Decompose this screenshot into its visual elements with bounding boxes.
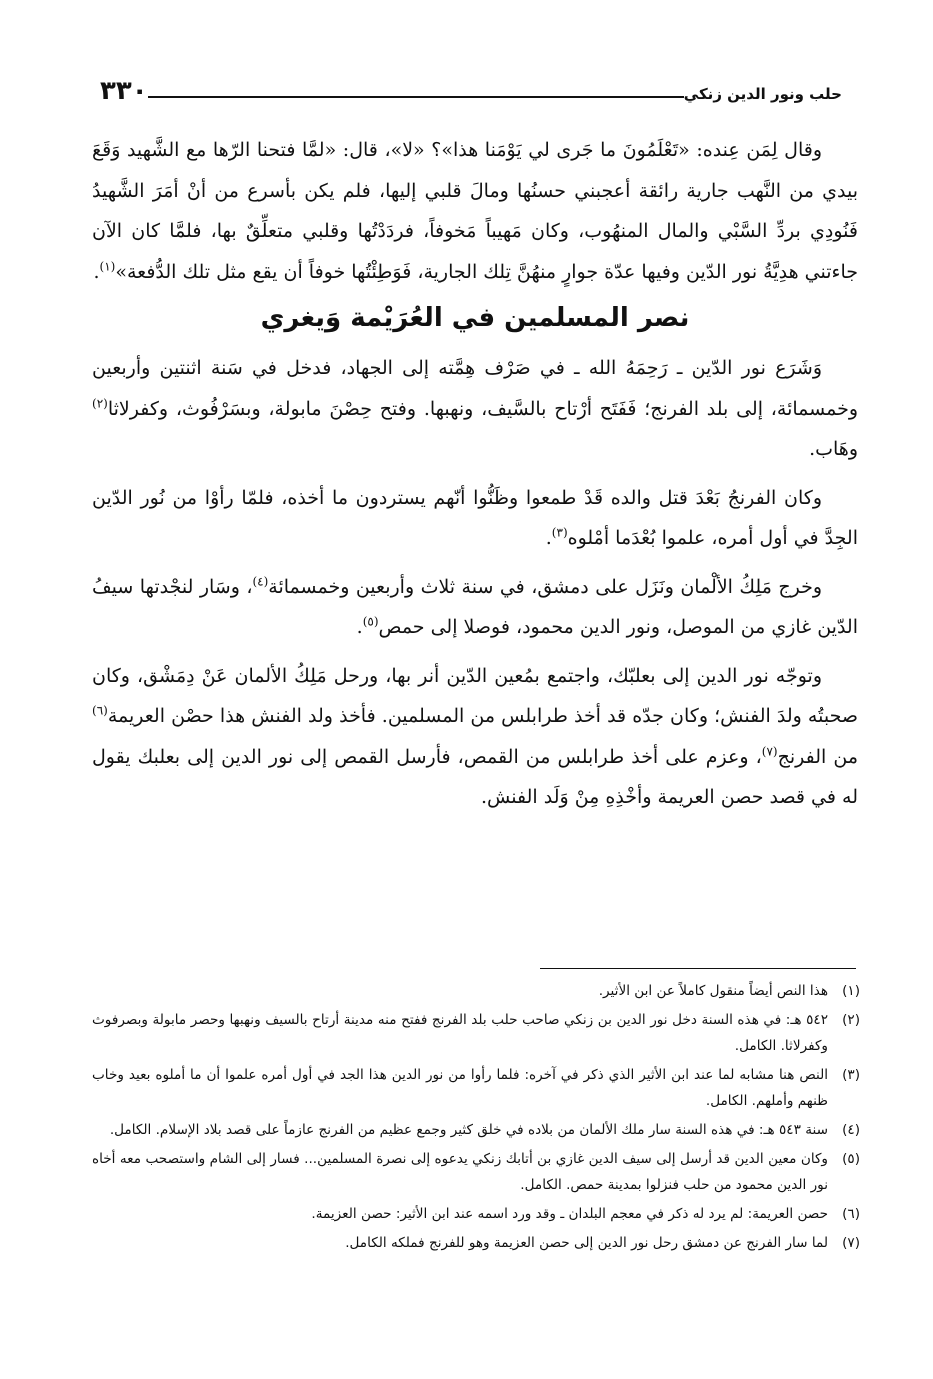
footnote <box>92 978 860 1004</box>
footnote-ref: (٣) <box>551 525 568 540</box>
paragraph-4 <box>92 656 858 818</box>
paragraph-text: ، وعزم على أخذ طرابلس من القمص، فأرسل القمص إلى نور الدين إلى بعلبك يقول له في قصد حصن العريمة وأخْذِهِ مِنْ وَلَد الفنش. <box>92 745 858 808</box>
paragraph-text: وكان الفرنجُ بَعْدَ قتل والده قَدْ طمعوا وظَنُّوا أنّهم يستردون ما أخذه، فلمّا رأوْا من نُور الدّين الجِدَّ في أول أمره، علموا بُعْدَما أمْلوه <box>92 486 858 549</box>
paragraph-3 <box>92 567 858 648</box>
footnote-number: (٤) <box>842 1122 860 1138</box>
paragraph-text: ، وسَار لنجْدتها سيفُ الدّين غازي من الموصل، ونور الدين محمود، فوصلا إلى حمص <box>92 575 858 638</box>
paragraph-quote: وقال لِمَن عِنده: «تَعْلَمُونَ ما جَرى لي يَوْمَنا هذا»؟ «لا»، قال: «لمَّا فتحنا الرّها مع الشَّهيد وَقَعَ بيدي من النَّهب جارية رائقة أعجبني حسنُها ومالَ قلبي إليها، فلم يكن بأسرع من أنْ أمَرَ الشَّهيدُ فَنُودِي بردِّ السَّبْي والمال المنهُوب، وكان مَهيباً مَخوفاً، فردَدْتُها وقلبي متعلِّقٌ بها، فلمَّا كان الآن جاءتني هدِيَّةُ نور الدّين وفيها عدّة جوارٍ منهُنَّ تِلك الجارية، فَوَطِئْتُها خوفاً أن يقع مثل تلك الدُّفعة»$^{(١)}$. <box>92 139 858 283</box>
footnote-text: هذا النص أيضاً منقول كاملاً عن ابن الأثير. <box>598 983 828 999</box>
page-header <box>90 70 850 106</box>
footnote <box>92 1230 860 1256</box>
footnote-ref: (٢) <box>92 396 108 411</box>
header-rule <box>148 96 684 98</box>
footnote-text: وكان معين الدين قد أرسل إلى سيف الدين غازي بن أتابك زنكي يدعوه إلى نصرة المسلمين... فسار إلى الشام واستصحب معه أخاه نور الدين محمود من حلب فنزلوا بمدينة حمص. الكامل. <box>92 1151 828 1193</box>
footnote-ref: (٧) <box>761 744 778 759</box>
paragraph-text: وقال لِمَن عِنده: «تَعْلَمُونَ ما جَرى لي يَوْمَنا هذا»؟ «لا»، قال: «لمَّا فتحنا الرّها مع الشَّهيد وَقَعَ بيدي من النَّهب جارية رائقة أعجبني حسنُها ومالَ قلبي إليها، فلم يكن بأسرع من أنْ أمَرَ الشَّهيدُ فَنُودِي بردِّ السَّبْي والمال المنهُوب، وكان مَهيباً مَخوفاً، فردَدْتُها وقلبي متعلِّقٌ بها، فلمَّا كان الآن جاءتني هدِيَّةُ نور الدّين وفيها عدّة جوارٍ منهُنَّ تِلك الجارية، فَوَطِئْتُها خوفاً أن يقع مثل تلك الدُّفعة» <box>92 139 858 283</box>
paragraph-2 <box>92 478 858 559</box>
footnote-text: سنة ٥٤٣ هـ: في هذه السنة سار ملك الألمان من بلاده في خلق كثير وجمع عظيم من الفرنج عازماً على قصد بلاد الإسلام. الكامل. <box>109 1122 828 1138</box>
paragraph-text: وَشَرَع نور الدّين ـ رَحِمَهُ الله ـ في صَرْف هِمَّته إلى الجهاد، فدخل في سَنة اثنتين وأربعين وخمسمائة، إلى بلد الفرنج؛ فَفَتَح أرْتاح بالسَّيف، ونهبها. وفتح حِصْنَ مابولة، وبسَرْفُوث، وكفرلاثا <box>92 357 858 420</box>
paragraph-text: . <box>545 527 552 549</box>
footnote-number: (٦) <box>842 1206 860 1222</box>
footnote <box>92 1146 860 1198</box>
paragraph-text: من الفرنج <box>777 745 858 768</box>
footnote <box>92 1117 860 1143</box>
footnote-number: (٢) <box>842 1012 860 1028</box>
footnote-number: (٣) <box>842 1067 860 1083</box>
footnote-text: ٥٤٢ هـ: في هذه السنة دخل نور الدين بن زنكي صاحب حلب بلد الفرنج ففتح منه مدينة أرتاح بالسيف ونهبها وحصر مابولة وبصرفوث وكفرلاثا. الكامل. <box>92 1012 828 1054</box>
paragraph-1 <box>92 348 858 470</box>
section-heading: نصر المسلمين في العُرَيْمة وَيغري <box>260 303 690 333</box>
footnote-ref: (٤) <box>252 574 269 589</box>
footnote-ref: (١) <box>99 259 116 274</box>
paragraph-text: وتوجّه نور الدين إلى بعلبّك، واجتمع بمُعين الدّين أنر بها، ورحل مَلِكُ الألمان عَنْ دِمَشْق، وكان صحبتُه ولدَ الفنش؛ وكان جدّه قد أخذ طرابلس من المسلمين. فأخذ ولد الفنش هذا حصْن العريمة <box>92 664 858 727</box>
footnotes <box>92 978 860 1259</box>
footnote <box>92 1201 860 1227</box>
footnote-number: (٥) <box>842 1151 860 1167</box>
paragraph-text: . <box>356 616 363 638</box>
footnote-ref: (٦) <box>92 703 108 718</box>
footnote <box>92 1007 860 1059</box>
footnote <box>92 1062 860 1114</box>
paragraph-text: وهَاب. <box>809 438 858 460</box>
footnote-number: (١) <box>842 983 860 999</box>
footnote-text: لما سار الفرنج عن دمشق رحل نور الدين إلى حصن العزيمة وهو للفرنج فملكه الكامل. <box>345 1235 828 1251</box>
page-number: ٣٣٠ <box>100 76 148 106</box>
footnote-text: حصن العريمة: لم يرد له ذكر في معجم البلدان ـ وقد ورد اسمه عند ابن الأثير: حصن العزيمة. <box>311 1206 828 1222</box>
body-text <box>92 130 858 818</box>
paragraph-text: وخرج مَلِكُ الألْمان ونَزَل على دمشق، في سنة ثلاث وأربعين وخمسمائة <box>268 575 823 598</box>
footnote-separator <box>540 968 856 969</box>
footnote-number: (٧) <box>842 1235 860 1251</box>
footnote-ref: (٥) <box>362 614 379 629</box>
footnote-text: النص هنا مشابه لما عند ابن الأثير الذي ذكر في آخره: فلما رأوا من نور الدين هذا الجد في أول أمره علموا أن ما أملوه بعيد وخاب ظنهم وأملهم. الكامل. <box>92 1067 828 1109</box>
running-title: حلب ونور الدين زنكي <box>683 85 842 103</box>
